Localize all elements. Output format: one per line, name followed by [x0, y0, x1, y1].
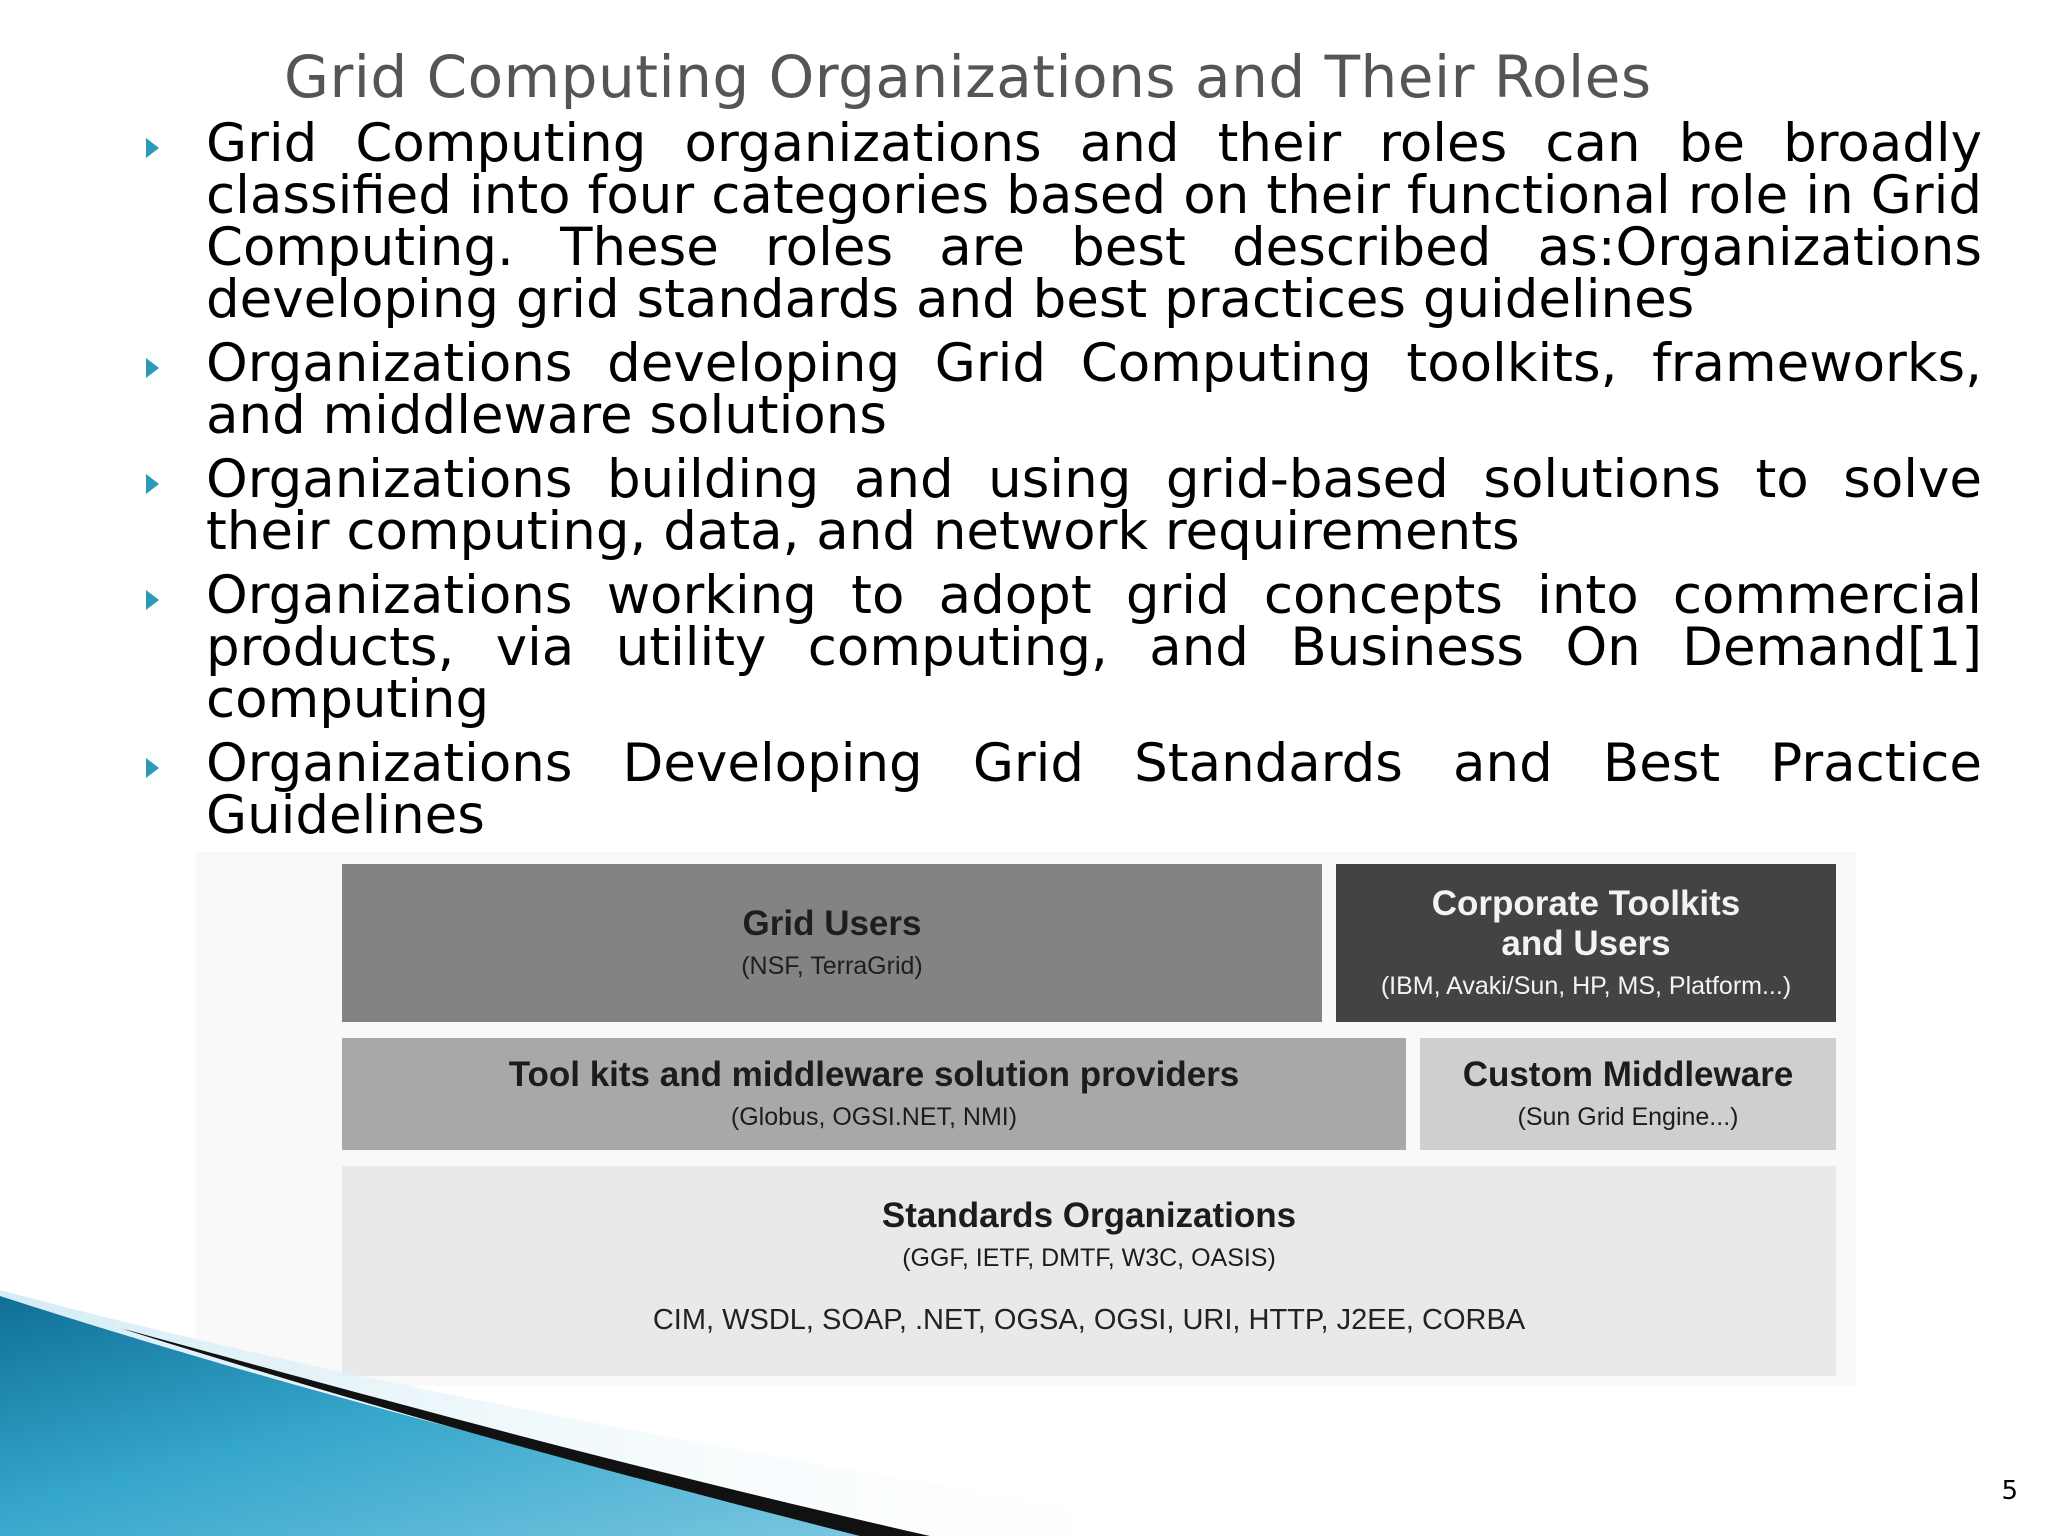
arrow-bullet-icon [146, 138, 159, 158]
bullet-item-4 [206, 565, 1982, 730]
standards-technologies: CIM, WSDL, SOAP, .NET, OGSA, OGSI, URI, HTTP, J2EE, CORBA [652, 1304, 1526, 1336]
bullet-text-1: Grid Computing organizations and their roles can be broadly classified into four categories based on their functional role in Grid Computing. These roles are best described as:Organizations developing grid standards and best practices guidelines [206, 113, 1982, 330]
grid-users-block [342, 864, 1322, 1022]
page-number: 5 [2001, 1476, 2018, 1506]
toolkits-block [342, 1038, 1406, 1150]
slide-title: Grid Computing Organizations and Their Roles [284, 43, 1652, 111]
bullet-list [206, 113, 1982, 854]
grid-users-title: Grid Users [742, 904, 922, 943]
bullet-text-3: Organizations building and using grid-based solutions to solve their computing, data, and network requirements [206, 449, 1982, 562]
corporate-subtitle: (IBM, Avaki/Sun, HP, MS, Platform...) [1380, 972, 1792, 1000]
toolkits-title: Tool kits and middleware solution providers [508, 1055, 1240, 1094]
corporate-toolkits-block [1336, 864, 1836, 1022]
arrow-bullet-icon [146, 758, 159, 778]
bullet-text-4: Organizations working to adopt grid concepts into commercial products, via utility computing, and Business On Demand[1] computing [206, 565, 1982, 730]
bullet-item-2 [206, 333, 1982, 446]
custom-middleware-block [1420, 1038, 1836, 1150]
arrow-bullet-icon [146, 590, 159, 610]
corporate-title-line1: Corporate Toolkits [1431, 884, 1741, 923]
arrow-bullet-icon [146, 474, 159, 494]
standards-title: Standards Organizations [881, 1196, 1297, 1235]
decorative-swoosh [0, 1290, 1300, 1536]
bullet-text-5: Organizations Developing Grid Standards and Best Practice Guidelines [206, 733, 1982, 846]
corporate-title-line2: and Users [1501, 924, 1671, 963]
standards-subtitle: (GGF, IETF, DMTF, W3C, OASIS) [902, 1244, 1276, 1272]
grid-users-subtitle: (NSF, TerraGrid) [741, 952, 923, 980]
bullet-text-2: Organizations developing Grid Computing toolkits, frameworks, and middleware solutions [206, 333, 1982, 446]
bullet-item-3 [206, 449, 1982, 562]
arrow-bullet-icon [146, 358, 159, 378]
toolkits-subtitle: (Globus, OGSI.NET, NMI) [730, 1103, 1018, 1131]
bullet-item-5 [206, 733, 1982, 846]
custom-subtitle: (Sun Grid Engine...) [1517, 1103, 1739, 1131]
custom-title: Custom Middleware [1462, 1055, 1794, 1094]
bullet-item-1 [206, 113, 1982, 330]
